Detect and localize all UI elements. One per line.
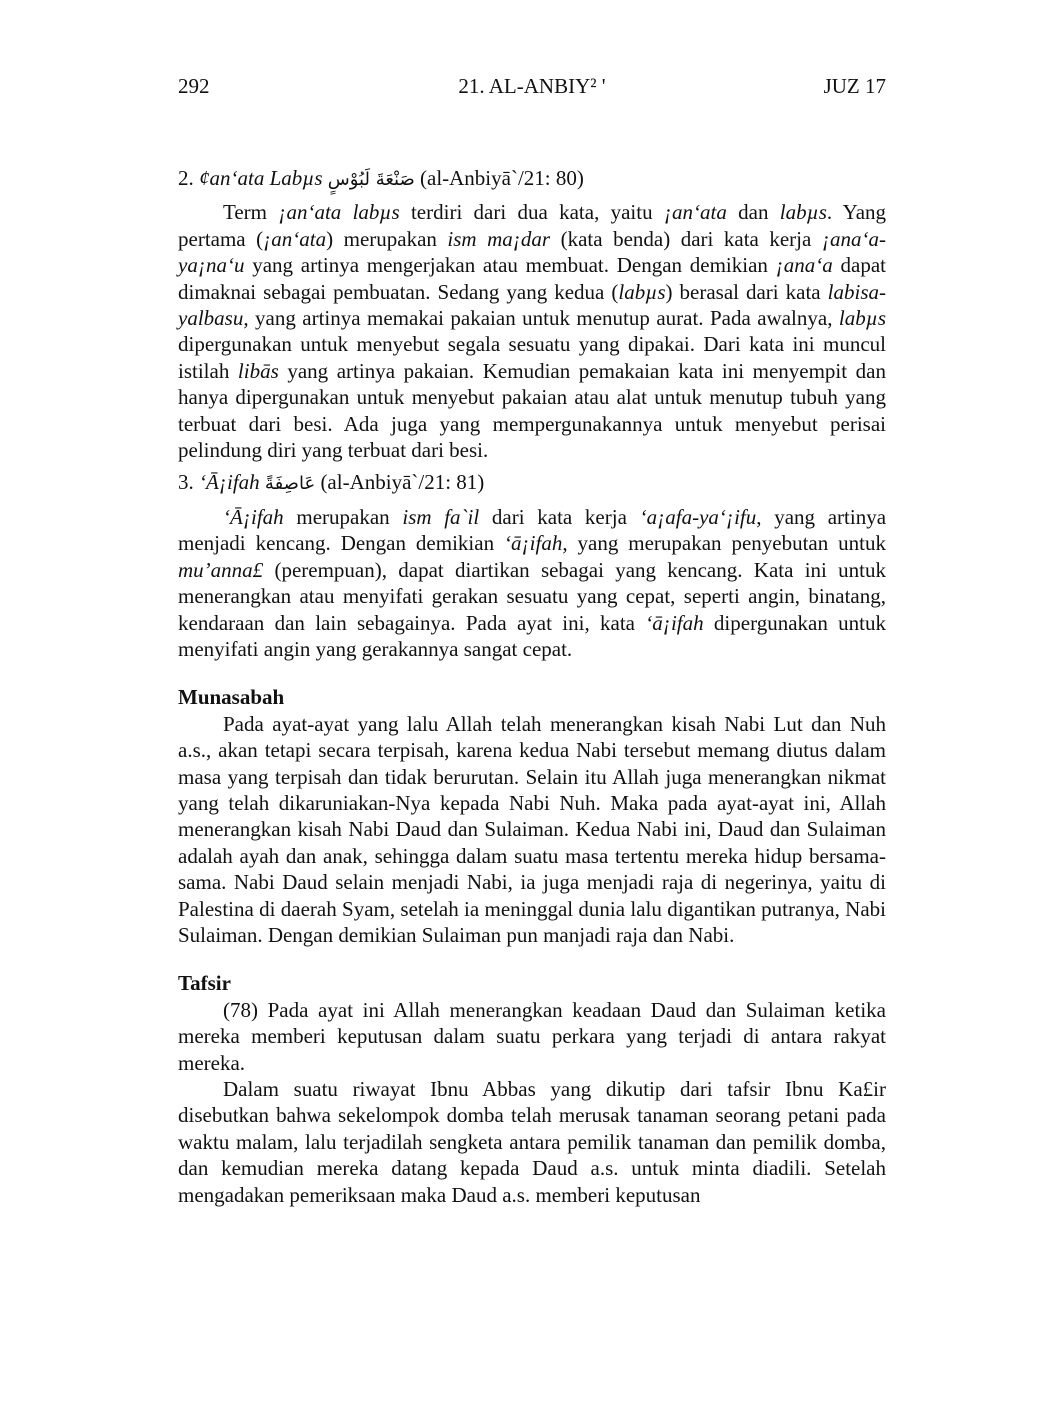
running-header xyxy=(178,74,886,102)
surah-title: 21. AL-ANBIY² ' xyxy=(458,74,606,98)
vocab-paragraph-2: Term ¡an‘ata labµs terdiri dari dua kata, yaitu ¡an‘ata dan labµs. Yang pertama (¡an‘ata) merupakan ism ma¡dar (kata benda) dari kata kerja ¡ana‘a-ya¡na‘u yang artinya mengerjakan atau membuat. Dengan demikian ¡ana‘a dapat dimaknai sebagai pembuatan. Sedang yang kedua (labµs) berasal dari kata labisa-yalbasu, yang artinya memakai pakaian untuk menutup aurat. Pada awalnya, labµs dipergunakan untuk menyebut segala sesuatu yang dipakai. Dari kata ini muncul istilah libās yang artinya pakaian. Kemudian pemakaian kata ini menyempit dan hanya dipergunakan untuk menyebut pakaian atau alat untuk menutup tubuh yang terbuat dari besi. Ada juga yang mempergunakannya untuk menyebut perisai pelindung diri yang terbuat dari besi. xyxy=(178,200,887,463)
tafsir-heading: Tafsir xyxy=(178,971,231,996)
vocab-paragraph-3: ‘Ā¡ifah merupakan ism fa`il dari kata kerja ‘a¡afa-ya‘¡ifu, yang artinya menjadi kencang. Dengan demikian ‘ā¡ifah, yang merupakan penyebutan untuk mu’anna£ (perempuan), dapat diartikan sebagai yang kencang. Kata ini untuk menerangkan atau menyifati gerakan sesuatu yang cepat, seperti angin, binatang, kendaraan dan lain sebagainya. Pada ayat ini, kata ‘ā¡ifah dipergunakan untuk menyifati angin yang gerakannya sangat cepat. xyxy=(178,504,887,661)
verse-reference: (al-Anbiyā`/21: 81) xyxy=(320,470,485,495)
munasabah-paragraph: Pada ayat-ayat yang lalu Allah telah menerangkan kisah Nabi Lut dan Nuh a.s., akan tetapi secara terpisah, karena kedua Nabi tersebut memang diutus dalam masa yang terpisah dan tidak berurutan. Selain itu Allah juga menerangkan nikmat yang telah dikaruniakan-Nya kepada Nabi Nuh. Maka pada ayat-ayat ini, Allah menerangkan kisah Nabi Daud dan Sulaiman. Kedua Nabi ini, Daud dan Sulaiman adalah ayah dan anak, sehingga dalam suatu masa tertentu mereka hidup bersama-sama. Nabi Daud selain menjadi Nabi, ia juga menjadi raja di negerinya, yaitu di Palestina di daerah Syam, setelah ia meninggal dunia lalu digantikan putranya, Nabi Sulaiman. Dengan demikian Sulaiman pun manjadi raja dan Nabi. xyxy=(178,711,886,947)
vocab-term: ‘Ā¡ifah xyxy=(199,470,260,495)
juz-label: JUZ 17 xyxy=(823,74,886,98)
page-number: 292 xyxy=(178,74,210,98)
tafsir-paragraph-1: (78) Pada ayat ini Allah menerangkan keadaan Daud dan Sulaiman ketika mereka memberi keputusan dalam suatu perkara yang terjadi di antara rakyat mereka. xyxy=(178,997,886,1075)
tafsir-paragraph-2: Dalam suatu riwayat Ibnu Abbas yang dikutip dari tafsir Ibnu Ka£ir disebutkan bahwa sekelompok domba telah merusak tanaman seorang petani pada waktu malam, lalu terjadilah sengketa antara pemilik tanaman dan pemilik domba, dan kemudian mereka datang kepada Daud a.s. untuk minta diadili. Setelah mengadakan pemeriksaan maka Daud a.s. memberi keputusan xyxy=(178,1077,886,1207)
arabic-term: عَاصِفَةً xyxy=(264,473,316,495)
arabic-term: صَنْعَةَ لَبُوْسٍ xyxy=(327,169,415,190)
page-body xyxy=(178,165,886,1208)
vocab-heading-2: 2. ¢an‘ata Labµs صَنْعَةَ لَبُوْسٍ (al-Anbiyā`/21: 80) xyxy=(178,166,584,190)
munasabah-heading: Munasabah xyxy=(178,685,285,710)
vocab-heading-3: 3. ‘Ā¡ifah عَاصِفَةً (al-Anbiyā`/21: 81) xyxy=(178,470,485,495)
verse-reference: (al-Anbiyā`/21: 80) xyxy=(420,166,584,190)
vocab-term: ¢an‘ata Labµs xyxy=(199,166,323,190)
